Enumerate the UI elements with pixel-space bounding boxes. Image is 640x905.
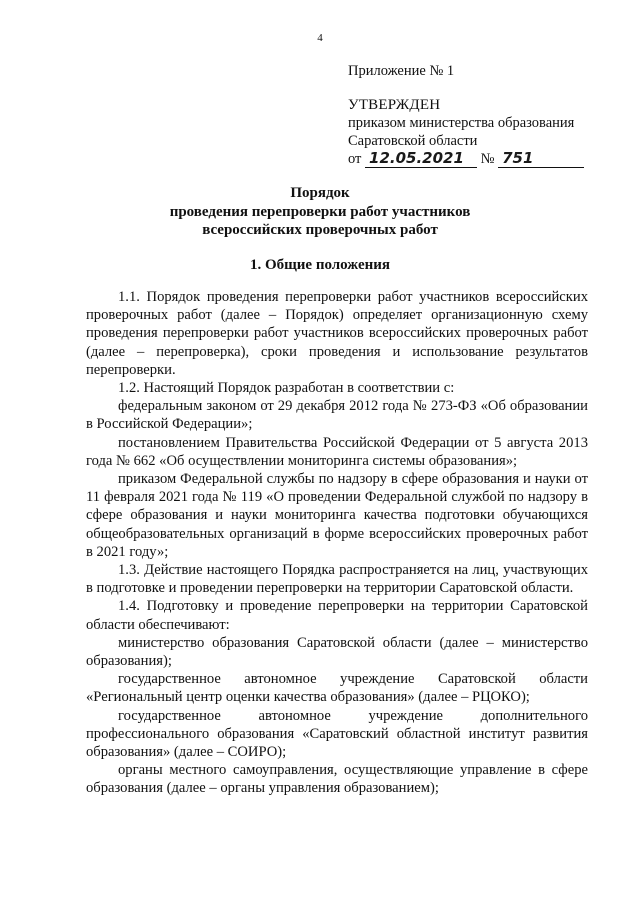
approval-block	[348, 96, 584, 168]
paragraph: министерство образования Саратовской области (далее – министерство образования);	[86, 634, 588, 670]
paragraph: 1.1. Порядок проведения перепроверки работ участников всероссийских проверочных работ (далее – Порядок) определяет организационную схему проведения перепроверки работ участников всероссийских проверочных работ (далее – перепроверка), сроки проведения и использование результатов перепроверки.	[86, 289, 588, 378]
title-line-1: Порядок	[290, 185, 350, 201]
paragraph: приказом Федеральной службы по надзору в сфере образования и науки от 11 февраля 2021 года № 119 «О проведении Федеральной службой по надзору в сфере образования и науки мониторинга качества подготовки обучающихся общеобразовательных организаций в форме всероссийских проверочных работ в 2021 году»;	[86, 471, 588, 560]
title-line-2: проведения перепроверки работ участников	[169, 203, 471, 220]
approval-date-line	[348, 150, 584, 168]
document-body	[86, 288, 588, 798]
date-handwritten: 12.05.2021	[369, 149, 464, 167]
appendix-label: Приложение № 1	[348, 63, 455, 79]
page-number: 4	[317, 32, 323, 44]
paragraph: 1.3. Действие настоящего Порядка распространяется на лиц, участвующих в подготовке и проведении перепроверки на территории Саратовской области.	[86, 562, 588, 597]
number-prefix: №	[480, 151, 495, 167]
date-prefix: от	[348, 151, 362, 167]
number-field	[498, 151, 584, 168]
paragraph: постановлением Правительства Российской Федерации от 5 августа 2013 года № 662 «Об осуществлении мониторинга системы образования»;	[86, 434, 588, 469]
paragraph: органы местного самоуправления, осуществляющие управление в сфере образования (далее – органы управления образованием);	[86, 762, 588, 797]
document-title	[0, 184, 640, 240]
number-handwritten: 751	[502, 149, 534, 167]
date-field	[365, 151, 477, 168]
paragraph: государственное автономное учреждение дополнительного профессионального образования «Саратовский областной институт развития образования» (далее – СОИРО);	[86, 707, 588, 761]
approval-line-region: Саратовской области	[348, 133, 478, 149]
paragraph: 1.2. Настоящий Порядок разработан в соответствии с:	[118, 380, 455, 397]
section-heading: 1. Общие положения	[249, 257, 391, 273]
approval-line-order: приказом министерства образования	[348, 115, 575, 131]
paragraph: государственное автономное учреждение Саратовской области «Региональный центр оценки качества образования» (далее – РЦОКО);	[86, 671, 588, 706]
paragraph: федеральным законом от 29 декабря 2012 года № 273-ФЗ «Об образовании в Российской Федерации»;	[86, 398, 588, 433]
approval-heading: УТВЕРЖДЕН	[348, 97, 441, 113]
title-line-3: всероссийских проверочных работ	[202, 222, 438, 238]
paragraph: 1.4. Подготовку и проведение перепроверки на территории Саратовской области обеспечивают:	[86, 598, 588, 633]
